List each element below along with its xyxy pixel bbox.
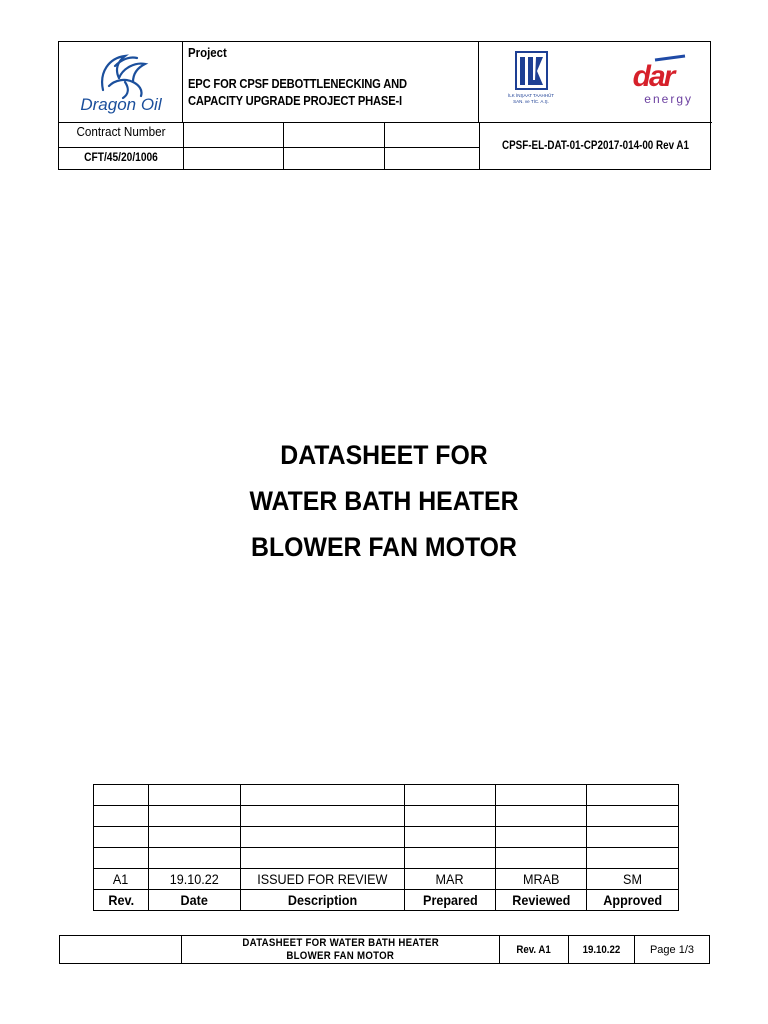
ilk-subtext-1: İLK İNŞAAT TAAHHÜT	[508, 93, 554, 98]
revision-header-row	[94, 890, 679, 911]
footer-blank-cell	[60, 936, 182, 964]
document-title-line3: BLOWER FAN MOTOR	[251, 532, 517, 562]
revision-empty-row	[94, 806, 679, 827]
header-divider	[59, 122, 479, 123]
dar-energy-logo	[633, 56, 693, 106]
column-header-description: Description	[241, 890, 405, 911]
header-divider	[183, 122, 184, 170]
column-header-reviewed: Reviewed	[496, 890, 587, 911]
partner-logos	[479, 42, 712, 122]
footer-title-line1: DATASHEET FOR WATER BATH HEATER	[242, 936, 439, 949]
header-divider	[283, 122, 284, 170]
document-number: CPSF-EL-DAT-01-CP2017-014-00 Rev A1	[501, 138, 690, 152]
column-header-prepared: Prepared	[405, 890, 496, 911]
header-divider	[59, 147, 479, 148]
dar-wordmark: dar	[632, 60, 674, 93]
header-divider	[479, 122, 712, 123]
project-title	[188, 75, 437, 109]
footer-date: 19.10.22	[569, 936, 635, 964]
document-header	[58, 41, 711, 170]
contract-number-label: Contract Number	[76, 124, 166, 139]
column-header-approved: Approved	[587, 890, 679, 911]
revision-description-cell: ISSUED FOR REVIEW	[241, 869, 405, 890]
ilk-logo	[508, 52, 554, 104]
footer-title-line2: BLOWER FAN MOTOR	[286, 949, 395, 962]
revision-row	[94, 869, 679, 890]
project-title-line1: EPC FOR CPSF DEBOTTLENECKING AND	[188, 76, 407, 91]
revision-empty-row	[94, 827, 679, 848]
header-divider	[384, 122, 385, 170]
revision-rev-cell: A1	[94, 869, 149, 890]
dragon-oil-wordmark: Dragon Oil	[80, 95, 162, 114]
document-title-line1: DATASHEET FOR	[280, 440, 488, 470]
page-footer	[59, 935, 710, 964]
contract-number: CFT/45/20/1006	[84, 150, 158, 164]
partner-logos-cell	[479, 42, 712, 122]
revision-prepared-cell: MAR	[405, 869, 496, 890]
dragon-oil-logo	[59, 42, 183, 122]
column-header-rev: Rev.	[94, 890, 149, 911]
revision-empty-row	[94, 785, 679, 806]
column-header-date: Date	[149, 890, 241, 911]
revision-date-cell: 19.10.22	[149, 869, 241, 890]
document-title-line2: WATER BATH HEATER	[249, 486, 519, 516]
project-title-line2: CAPACITY UPGRADE PROJECT PHASE-I	[188, 93, 402, 108]
project-label: Project	[188, 45, 227, 60]
revision-reviewed-cell: MRAB	[496, 869, 587, 890]
client-logo-cell	[59, 42, 183, 122]
footer-title	[182, 936, 500, 964]
revision-approved-cell: SM	[587, 869, 679, 890]
footer-page-number: Page 1/3	[635, 936, 710, 964]
revision-table	[93, 784, 679, 911]
project-cell	[183, 42, 479, 122]
header-divider	[479, 122, 480, 170]
footer-revision: Rev. A1	[500, 936, 569, 964]
dar-energy-subtext: energy	[644, 92, 693, 106]
ilk-subtext-2: SAN. ve TİC. A.Ş.	[513, 99, 549, 104]
revision-empty-row	[94, 848, 679, 869]
